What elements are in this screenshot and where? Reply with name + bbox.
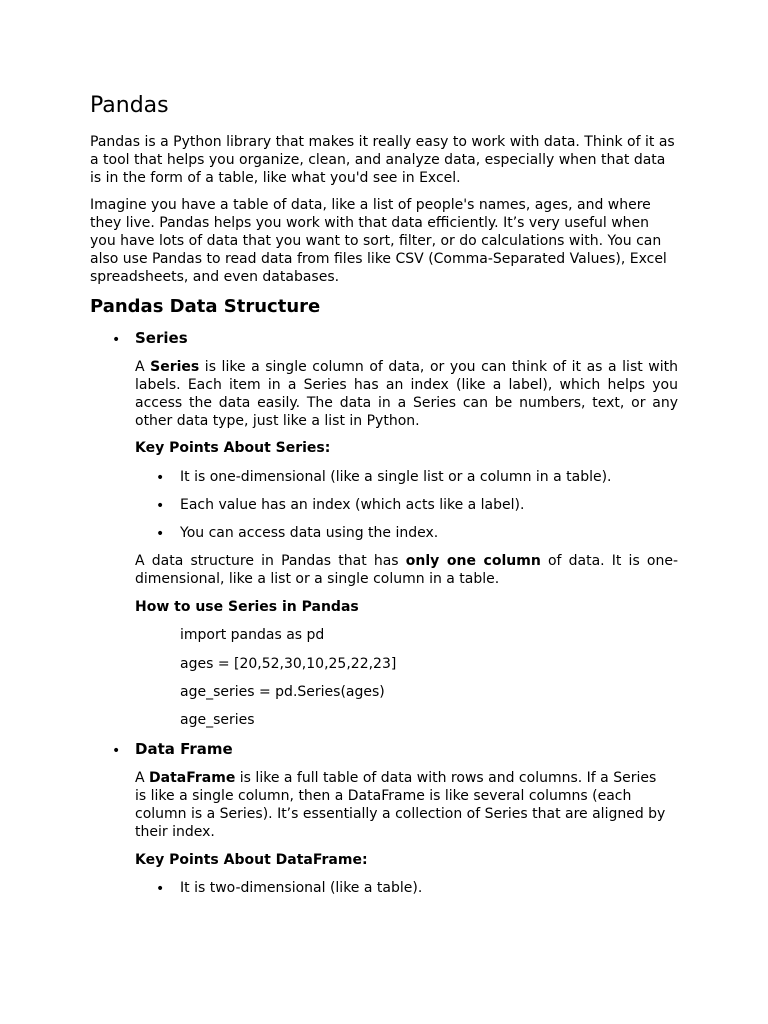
series-key-point-3: You can access data using the index. (180, 525, 439, 541)
code-line-3: age_series = pd.Series(ages) (180, 684, 385, 700)
code-line-2: ages = [20,52,30,10,25,22,23] (180, 656, 397, 672)
series-note: A data structure in Pandas that has only one column of data. It is one-dimensional, like a list or a single column in a table. (135, 553, 679, 587)
series-heading: Series (135, 329, 188, 347)
dataframe-description: A DataFrame is like a full table of data with rows and columns. If a Series is like a single column, then a DataFrame is like several columns (each column is a Series). It’s essentially a collection of Series that are aligned by their index. (135, 770, 666, 840)
intro-paragraph-2: Imagine you have a table of data, like a list of people's names, ages, and where they live. Pandas helps you work with that data efficiently. It’s very useful when you have lots of data that you want to sort, filter, or do calculations with. You can also use Pandas to read data from files like CSV (Comma-Separated Values), Excel spreadsheets, and even databases. (90, 197, 667, 285)
series-key-points-heading: Key Points About Series: (135, 440, 331, 456)
bullet-dataframe: • (112, 743, 121, 759)
series-term: Series (150, 359, 200, 375)
dataframe-key-points-heading: Key Points About DataFrame: (135, 852, 368, 868)
series-key-point-1: It is one-dimensional (like a single list or a column in a table). (180, 469, 612, 485)
bullet-series: • (112, 332, 121, 348)
series-howto-heading: How to use Series in Pandas (135, 599, 359, 615)
list-bullet: • (156, 498, 165, 514)
code-line-1: import pandas as pd (180, 627, 325, 643)
dataframe-key-point-1: It is two-dimensional (like a table). (180, 880, 423, 896)
list-bullet: • (156, 881, 165, 897)
code-line-4: age_series (180, 712, 255, 728)
series-note-emphasis: only one column (405, 553, 541, 569)
list-bullet: • (156, 526, 165, 542)
dataframe-heading: Data Frame (135, 740, 233, 758)
page-title: Pandas (90, 93, 169, 118)
series-key-point-2: Each value has an index (which acts like a label). (180, 497, 525, 513)
list-bullet: • (156, 470, 165, 486)
series-description: A Series is like a single column of data, or you can think of it as a list with labels. Each item in a Series has an index (like a label), which helps you access the data easily. The data in a Series can be numbers, text, or any other data type, just like a list in Python. (135, 359, 678, 429)
section-heading: Pandas Data Structure (90, 296, 321, 317)
dataframe-term: DataFrame (149, 770, 236, 786)
intro-paragraph-1: Pandas is a Python library that makes it really easy to work with data. Think of it as a tool that helps you organize, clean, and analyze data, especially when that data is in the form of a table, like what you'd see in Excel. (90, 134, 675, 186)
